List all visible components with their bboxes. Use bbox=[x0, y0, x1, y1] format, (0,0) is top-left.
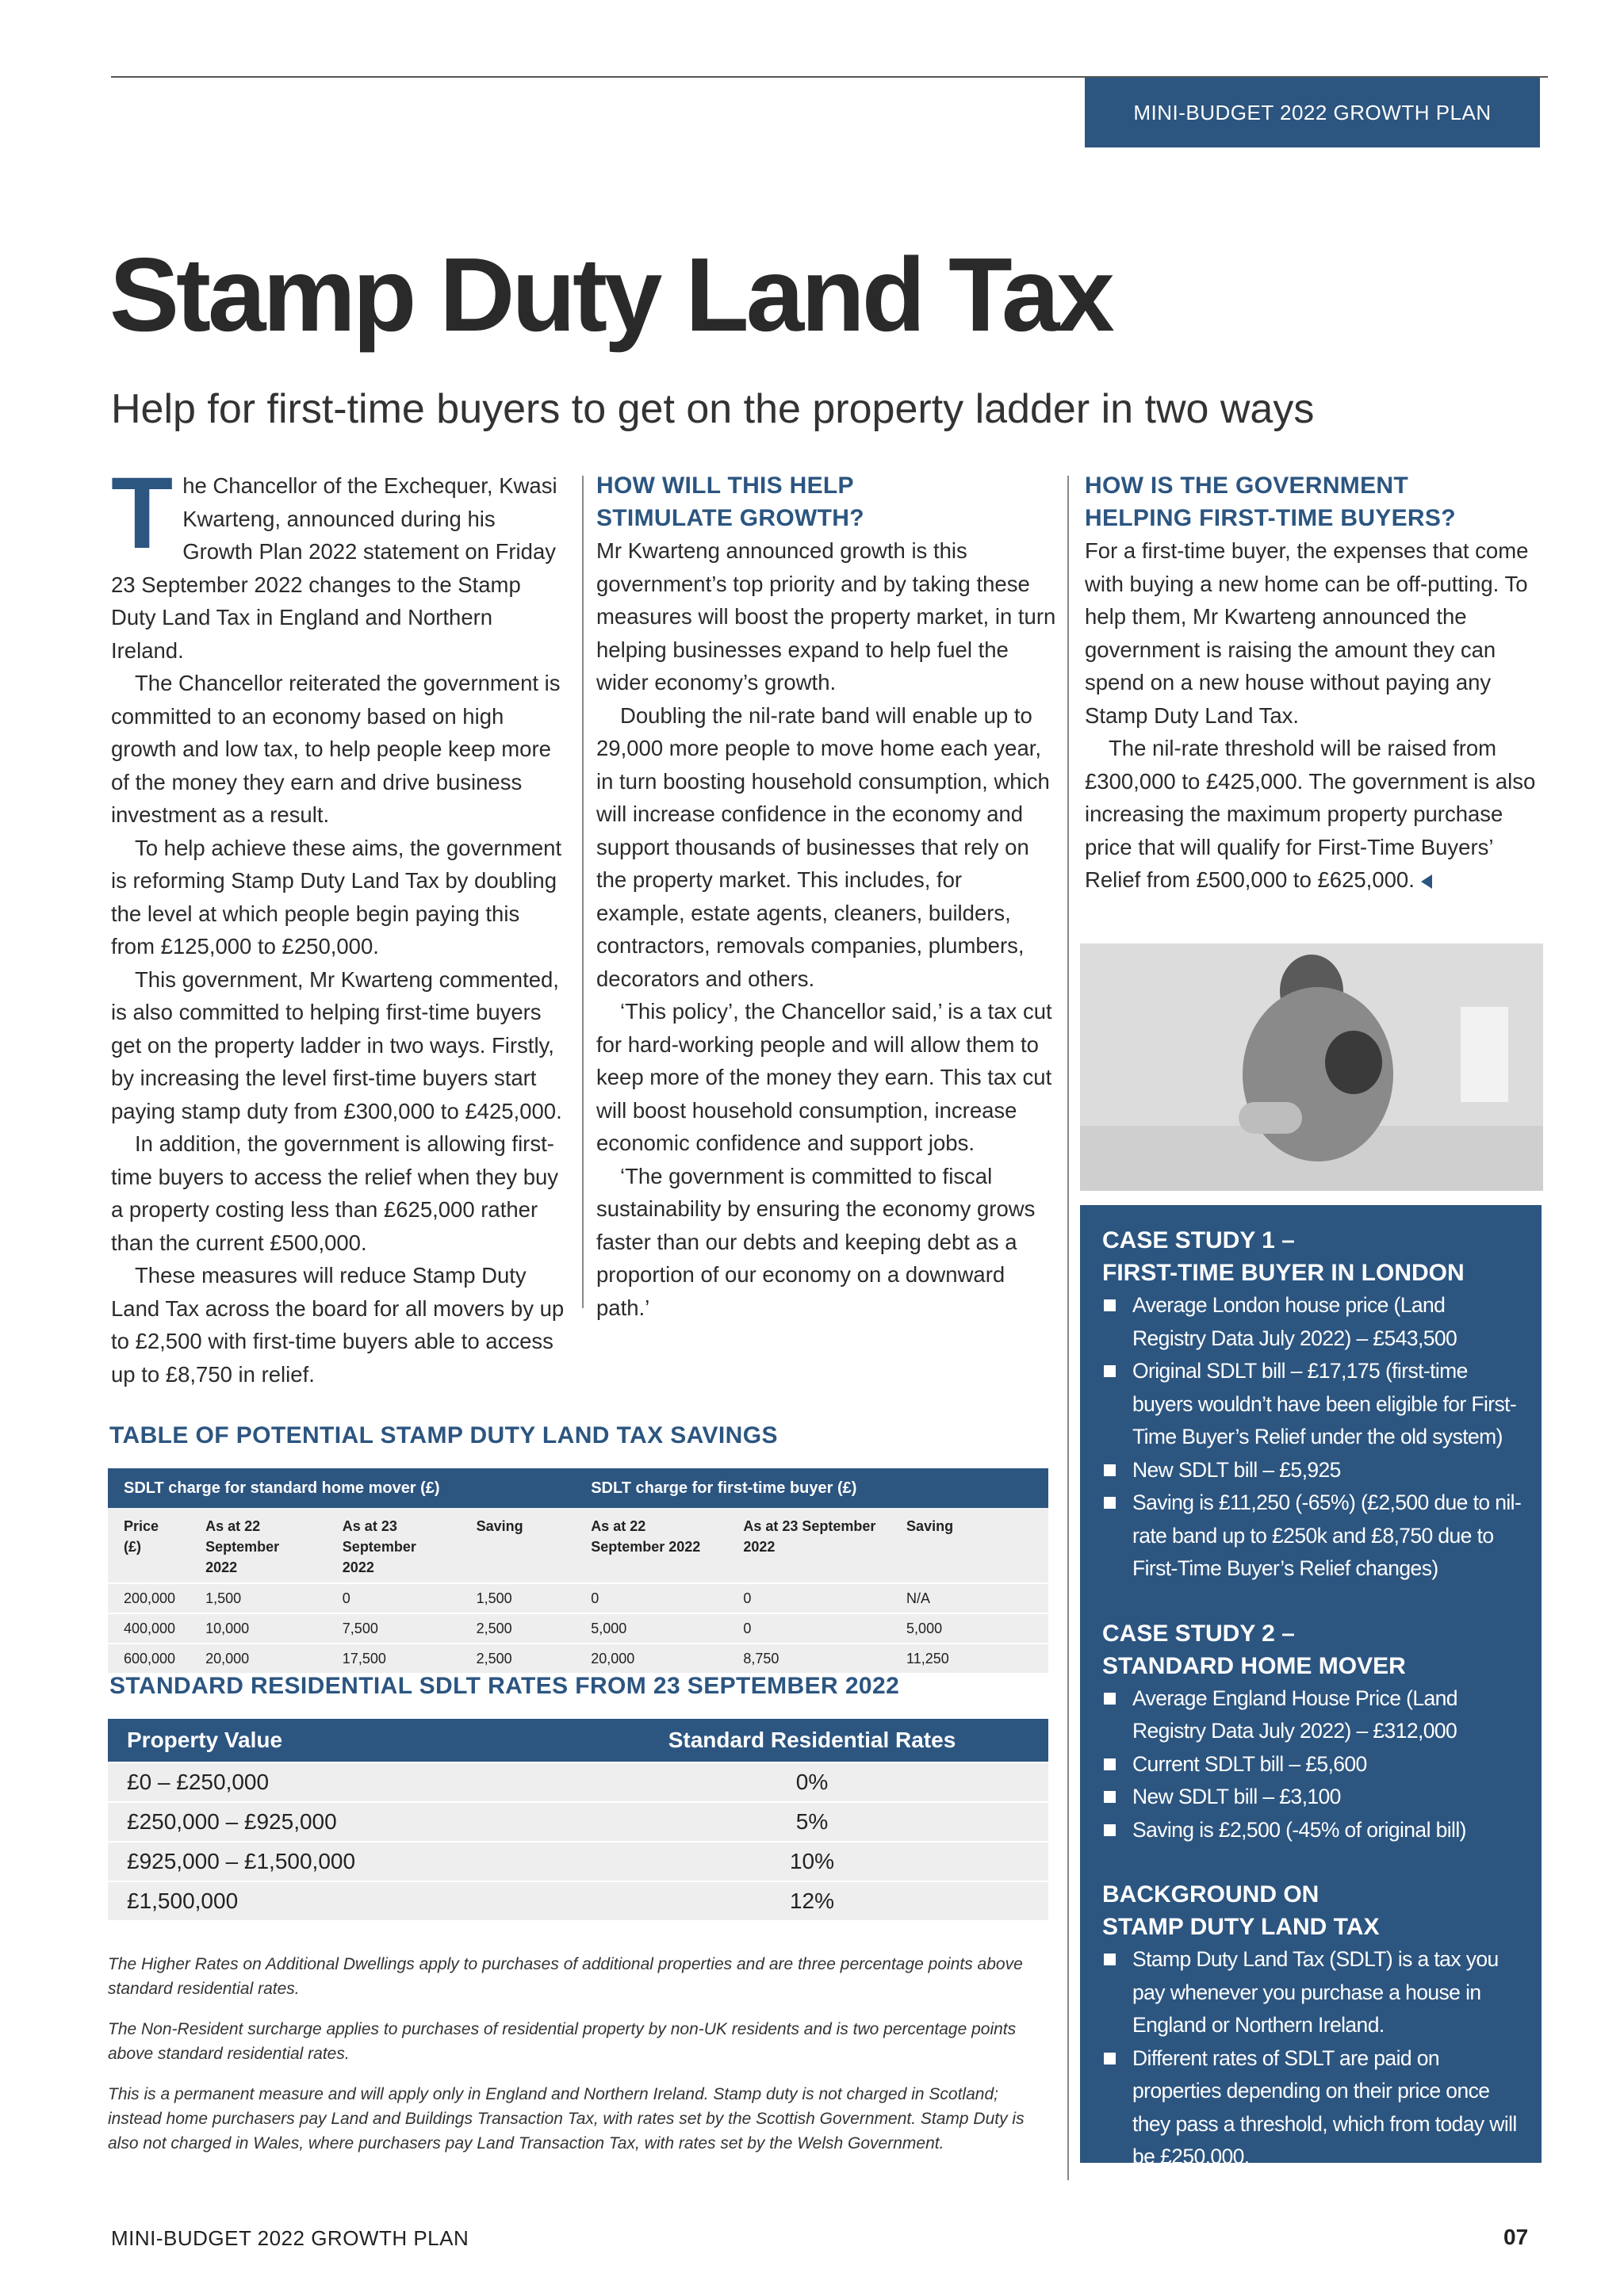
case-study-sidebar bbox=[1080, 1205, 1542, 2168]
table-cell: 5,000 bbox=[891, 1613, 1048, 1644]
column-header: As at 22 September 2022 bbox=[575, 1508, 727, 1583]
table-cell: 1,500 bbox=[461, 1583, 576, 1613]
column-header: As at 23 September 2022 bbox=[327, 1508, 461, 1583]
col2-paragraph-2: Doubling the nil-rate band will enable up to 29,000 more people to move home each year, in turn boosting household consumption, which will increase confidence in the economy and support thousands of businesses that rely on the property market. This includes, for example, estate agents, cleaners, builders, contractors, removals companies, plumbers, decorators and others. bbox=[596, 702, 1050, 991]
table-cell: 11,250 bbox=[891, 1644, 1048, 1673]
background-heading-line1: BACKGROUND ON bbox=[1102, 1881, 1320, 1908]
case1-heading-line1: CASE STUDY 1 – bbox=[1102, 1227, 1295, 1253]
list-item: Stamp Duty Land Tax (SDLT) is a tax you pay whenever you purchase a house in England or Northern Ireland. bbox=[1102, 1943, 1522, 2042]
table-cell: £1,500,000 bbox=[108, 1881, 576, 1920]
table-cell: 2,500 bbox=[461, 1644, 576, 1673]
col3-paragraph-2 bbox=[1085, 732, 1542, 897]
case2-heading-line1: CASE STUDY 2 – bbox=[1102, 1620, 1295, 1647]
savings-table-heading: TABLE OF POTENTIAL STAMP DUTY LAND TAX SAVINGS bbox=[109, 1422, 778, 1448]
column-header: Saving bbox=[891, 1508, 1048, 1583]
end-marker-icon bbox=[1421, 874, 1432, 889]
list-item: Different rates of SDLT are paid on properties depending on their price once they pass a threshold, which from today will be £250,000. bbox=[1102, 2042, 1522, 2174]
table-cell: £925,000 – £1,500,000 bbox=[108, 1842, 576, 1881]
footnotes bbox=[108, 1952, 1048, 2172]
table-cell: 0 bbox=[327, 1583, 461, 1613]
table-row bbox=[108, 1613, 1048, 1644]
header-tag: MINI-BUDGET 2022 GROWTH PLAN bbox=[1085, 78, 1540, 147]
col3-paragraph-2-text: The nil-rate threshold will be raised from £300,000 to £425,000. The government is also increasing the maximum property purchase price that will qualify for First-Time Buyers’ Relief from £500,000 to £625,000. bbox=[1085, 736, 1536, 892]
col1-paragraph-2: The Chancellor reiterated the government is committed to an economy based on high growth and low tax, to help people keep more of the money they earn and drive business investment as a result. bbox=[111, 671, 561, 827]
couple-photo bbox=[1080, 943, 1543, 1191]
article-column-1 bbox=[111, 457, 565, 1391]
table-cell: 8,750 bbox=[727, 1644, 891, 1673]
table-cell: £0 – £250,000 bbox=[108, 1762, 576, 1802]
background-list bbox=[1102, 1943, 1522, 2174]
savings-table bbox=[108, 1468, 1048, 1673]
column-header: Property Value bbox=[108, 1719, 576, 1762]
table-cell: 7,500 bbox=[327, 1613, 461, 1644]
col2-paragraph-1: Mr Kwarteng announced growth is this government’s top priority and by taking these measures will boost the property market, in turn helping businesses expand to help fuel the wider economy’s growth. bbox=[596, 538, 1056, 695]
list-item: Average England House Price (Land Registry Data July 2022) – £312,000 bbox=[1102, 1682, 1522, 1748]
table-cell: 10,000 bbox=[190, 1613, 327, 1644]
table-cell: 600,000 bbox=[108, 1644, 190, 1673]
table-cell: 400,000 bbox=[108, 1613, 190, 1644]
column-header: Standard Residential Rates bbox=[576, 1719, 1048, 1762]
first-time-buyer-group-header: SDLT charge for first-time buyer (£) bbox=[575, 1468, 1048, 1508]
rates-table bbox=[108, 1719, 1048, 1920]
case1-heading-line2: FIRST-TIME BUYER IN LONDON bbox=[1102, 1260, 1465, 1286]
table-cell: 20,000 bbox=[575, 1644, 727, 1673]
table-cell: 20,000 bbox=[190, 1644, 327, 1673]
growth-heading: HOW WILL THIS HELP STIMULATE GROWTH? bbox=[596, 473, 864, 531]
table-cell: 5,000 bbox=[575, 1613, 727, 1644]
col2-paragraph-3: ‘This policy’, the Chancellor said,’ is a tax cut for hard-working people and will allow them to keep more of the money they earn. This tax cut will boost household consumption, increase economic confidence and support jobs. bbox=[596, 999, 1052, 1155]
table-cell: 0% bbox=[576, 1762, 1048, 1802]
case1-list bbox=[1102, 1289, 1522, 1586]
page-number: 07 bbox=[1503, 2225, 1529, 2249]
table-cell: £250,000 – £925,000 bbox=[108, 1802, 576, 1842]
col1-paragraph-4: This government, Mr Kwarteng commented, is also committed to helping first-time buyers get on the property ladder in two ways. Firstly, by increasing the level first-time buyers start paying stamp duty from £300,000 to £425,000. bbox=[111, 966, 562, 1123]
column-header: As at 22 September 2022 bbox=[190, 1508, 327, 1583]
col1-paragraph-3: To help achieve these aims, the government is reforming Stamp Duty Land Tax by doubling the level at which people begin paying this from £125,000 to £250,000. bbox=[111, 835, 562, 959]
column-header: As at 23 September 2022 bbox=[727, 1508, 891, 1583]
footnote: The Non-Resident surcharge applies to purchases of residential property by non-UK residents and is two percentage points above standard residential rates. bbox=[108, 2020, 1017, 2063]
list-item: New SDLT bill – £3,100 bbox=[1102, 1781, 1522, 1814]
col1-paragraph-6: These measures will reduce Stamp Duty Land Tax across the board for all movers by up to £2,500 with first-time buyers able to access up to £8,750 in relief. bbox=[111, 1263, 565, 1387]
list-item: New SDLT bill – £5,925 bbox=[1102, 1454, 1522, 1487]
table-cell: 0 bbox=[575, 1583, 727, 1613]
table-row bbox=[108, 1881, 1048, 1920]
page-title: Stamp Duty Land Tax bbox=[109, 236, 1112, 353]
case2-list bbox=[1102, 1682, 1522, 1847]
table-cell: 10% bbox=[576, 1842, 1048, 1881]
list-item: Saving is £2,500 (-45% of original bill) bbox=[1102, 1814, 1522, 1847]
first-time-buyers-heading: HOW IS THE GOVERNMENT HELPING FIRST-TIME BUYERS? bbox=[1085, 473, 1456, 531]
column-divider bbox=[1067, 476, 1069, 2180]
column-header: Price (£) bbox=[108, 1508, 190, 1583]
table-cell: 0 bbox=[727, 1613, 891, 1644]
footnote: The Higher Rates on Additional Dwellings apply to purchases of additional properties and are three percentage points above standard residential rates. bbox=[108, 1955, 1023, 1998]
list-item: Saving is £11,250 (-65%) (£2,500 due to nil-rate band up to £250k and £8,750 due to First-Time Buyer’s Relief changes) bbox=[1102, 1487, 1522, 1586]
article-column-3 bbox=[1085, 469, 1542, 897]
list-item: Original SDLT bill – £17,175 (first-time buyers wouldn’t have been eligible for First-Time Buyer’s Relief under the old system) bbox=[1102, 1355, 1522, 1454]
col1-paragraph-1: he Chancellor of the Exchequer, Kwasi Kwarteng, announced during his Growth Plan 2022 statement on Friday 23 September 2022 changes to the Stamp Duty Land Tax in England and Northern Ireland. bbox=[111, 473, 557, 663]
list-item: Current SDLT bill – £5,600 bbox=[1102, 1748, 1522, 1781]
table-cell: 200,000 bbox=[108, 1583, 190, 1613]
background-heading-line2: STAMP DUTY LAND TAX bbox=[1102, 1914, 1380, 1940]
footer-title: MINI-BUDGET 2022 GROWTH PLAN bbox=[111, 2226, 469, 2250]
case2-heading-line2: STANDARD HOME MOVER bbox=[1102, 1652, 1406, 1679]
column-header: Saving bbox=[461, 1508, 576, 1583]
table-row bbox=[108, 1762, 1048, 1802]
standard-mover-group-header: SDLT charge for standard home mover (£) bbox=[108, 1468, 575, 1508]
table-row bbox=[108, 1583, 1048, 1613]
col2-paragraph-4: ‘The government is committed to fiscal sustainability by ensuring the economy grows faster than our debts and keeping debt as a proportion of our economy on a downward path.’ bbox=[596, 1163, 1036, 1320]
col3-paragraph-1: For a first-time buyer, the expenses that come with buying a new home can be off-putting. To help them, Mr Kwarteng announced the government is raising the amount they can spend on a new house without paying any Stamp Duty Land Tax. bbox=[1085, 538, 1529, 728]
article-column-2 bbox=[596, 469, 1056, 1324]
table-cell: 2,500 bbox=[461, 1613, 576, 1644]
table-row bbox=[108, 1842, 1048, 1881]
table-cell: 0 bbox=[727, 1583, 891, 1613]
column-divider bbox=[582, 476, 584, 1308]
photo-illustration bbox=[1080, 943, 1543, 1191]
list-item: Average London house price (Land Registry Data July 2022) – £543,500 bbox=[1102, 1289, 1522, 1355]
footnote: This is a permanent measure and will apply only in England and Northern Ireland. Stamp duty is not charged in Scotland; instead home purchasers pay Land and Buildings Transaction Tax, with rates set by the Scottish Government. Stamp Duty is also not charged in Wales, where purchasers pay Land Transaction Tax, with rates set by the Welsh Government. bbox=[108, 2085, 1025, 2152]
page-subtitle: Help for first-time buyers to get on the property ladder in two ways bbox=[111, 386, 1315, 432]
table-row bbox=[108, 1644, 1048, 1673]
drop-cap: T bbox=[111, 457, 174, 570]
table-cell: N/A bbox=[891, 1583, 1048, 1613]
table-cell: 1,500 bbox=[190, 1583, 327, 1613]
table-cell: 5% bbox=[576, 1802, 1048, 1842]
rates-table-heading: STANDARD RESIDENTIAL SDLT RATES FROM 23 SEPTEMBER 2022 bbox=[109, 1673, 900, 1699]
col1-paragraph-5: In addition, the government is allowing first-time buyers to access the relief when they buy a property costing less than £625,000 rather than the current £500,000. bbox=[111, 1131, 559, 1255]
table-cell: 12% bbox=[576, 1881, 1048, 1920]
table-cell: 17,500 bbox=[327, 1644, 461, 1673]
table-row bbox=[108, 1802, 1048, 1842]
